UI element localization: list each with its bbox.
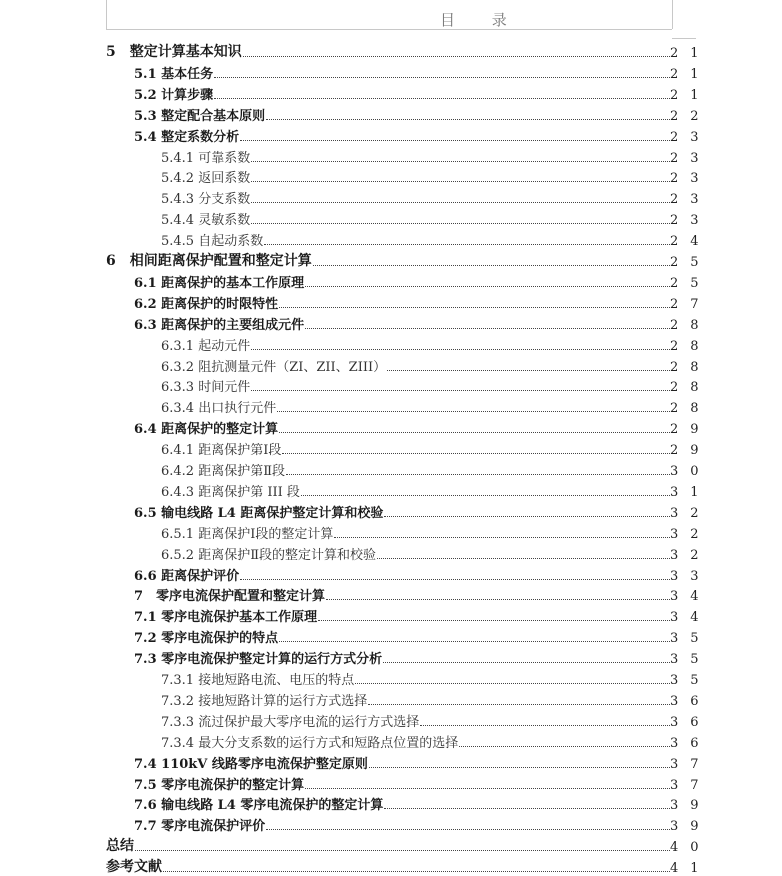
dot-leader (459, 745, 670, 747)
toc-entry[interactable] (161, 396, 711, 417)
toc-entry-title: 5.4.4 灵敏系数 (161, 213, 251, 229)
toc-entry-page-number: 28 (670, 380, 711, 396)
dot-leader (313, 264, 670, 266)
toc-entry-page-number: 28 (670, 401, 711, 417)
toc-entry[interactable] (134, 83, 711, 103)
toc-entry-page-number: 29 (670, 443, 711, 459)
toc-entry-page-number: 31 (670, 484, 711, 500)
toc-entry[interactable] (161, 522, 711, 542)
toc-entry-page-number: 36 (670, 714, 711, 730)
toc-entry-page-number: 25 (670, 275, 711, 291)
dot-leader (334, 536, 670, 538)
toc-entry-page-number: 30 (670, 464, 711, 479)
toc-entry[interactable] (134, 814, 711, 835)
dot-leader (383, 661, 670, 663)
toc-entry-title: 6.6 距离保护评价 (134, 568, 240, 584)
toc-entry-title: 6.3.2 阻抗测量元件（ZI、ZII、ZIII） (161, 359, 387, 375)
dot-leader (384, 515, 670, 517)
toc-entry-page-number: 23 (670, 129, 711, 145)
toc-entry[interactable] (161, 480, 711, 500)
dot-leader (387, 369, 670, 371)
toc-entry[interactable] (161, 355, 711, 375)
toc-entry-title: 7.3.2 接地短路计算的运行方式选择 (161, 693, 368, 709)
toc-entry[interactable] (134, 773, 711, 793)
dot-leader (163, 870, 670, 872)
dot-leader (301, 494, 670, 496)
toc-entry-title: 5.4.1 可靠系数 (161, 150, 251, 166)
toc-entry-page-number: 35 (670, 673, 711, 688)
toc-entry-page-number: 25 (670, 255, 711, 270)
dot-leader (279, 431, 670, 433)
toc-entry-title: 6.3.1 起动元件 (161, 338, 251, 354)
toc-entry-page-number: 29 (670, 422, 711, 438)
toc-entry[interactable] (161, 731, 711, 751)
toc-entry[interactable] (106, 835, 711, 856)
toc-entry-title: 5.1 基本任务 (134, 66, 214, 82)
toc-entry-page-number: 36 (670, 693, 711, 709)
dot-leader (305, 787, 670, 789)
toc-entry-page-number: 40 (670, 840, 711, 856)
page-title: 目 录 (440, 11, 523, 29)
toc-entry-title: 6.5.2 距离保护Ⅱ段的整定计算和校验 (161, 547, 377, 563)
header-margin-mark-left (106, 0, 107, 29)
dot-leader (135, 849, 670, 851)
toc-entry-title: 6.3 距离保护的主要组成元件 (134, 317, 305, 333)
toc-entry[interactable] (134, 605, 711, 626)
toc-entry[interactable] (161, 166, 711, 187)
dot-leader (214, 97, 670, 99)
toc-entry-page-number: 22 (670, 108, 711, 124)
dot-leader (420, 724, 670, 726)
dot-leader (243, 55, 670, 57)
toc-entry-title: 6.4.2 距离保护第Ⅱ段 (161, 464, 286, 479)
margin-mark-right-ext (672, 38, 696, 39)
toc-entry[interactable] (161, 208, 711, 229)
dot-leader (251, 180, 670, 182)
dot-leader (305, 285, 670, 287)
toc-entry[interactable] (161, 459, 711, 479)
dot-leader (318, 619, 670, 621)
dot-leader (279, 640, 670, 642)
dot-leader (355, 682, 670, 684)
toc-entry[interactable] (161, 229, 711, 250)
toc-entry-title: 7.1 零序电流保护基本工作原理 (134, 610, 318, 626)
toc-entry-title: 6.3.4 出口执行元件 (161, 401, 277, 417)
toc-entry-page-number: 37 (670, 756, 711, 772)
toc-entry[interactable] (134, 271, 711, 291)
toc-entry-title: 5.2 计算步骤 (134, 87, 214, 103)
toc-entry[interactable] (106, 41, 711, 61)
dot-leader (286, 473, 670, 475)
dot-leader (368, 703, 670, 705)
toc-entry-title: 5.4.2 返回系数 (161, 171, 251, 187)
toc-entry-title: 7.5 零序电流保护的整定计算 (134, 777, 305, 793)
toc-entry-page-number: 21 (670, 46, 711, 61)
toc-entry-page-number: 23 (670, 192, 711, 208)
toc-entry-title: 6 相间距离保护配置和整定计算 (106, 253, 312, 269)
toc-entry[interactable] (106, 856, 711, 876)
toc-entry[interactable] (161, 543, 711, 563)
toc-entry-title: 7.3 零序电流保护整定计算的运行方式分析 (134, 652, 383, 668)
toc-entry-title: 5.4.5 自起动系数 (161, 234, 264, 250)
toc-entry-title: 7.4 110kV 线路零序电流保护整定原则 (134, 756, 368, 772)
toc-entry-page-number: 23 (670, 150, 711, 166)
toc-entry-page-number: 21 (670, 87, 711, 103)
dot-leader (251, 201, 670, 203)
toc-entry-title: 6.4 距离保护的整定计算 (134, 422, 279, 438)
toc-entry[interactable] (134, 501, 711, 521)
toc-entry-title: 7.3.1 接地短路电流、电压的特点 (161, 673, 355, 688)
dot-leader (369, 766, 670, 768)
toc-entry-page-number: 32 (670, 547, 711, 563)
dot-leader (326, 598, 670, 600)
dot-leader (251, 222, 670, 224)
toc-entry[interactable] (134, 125, 711, 145)
toc-entry-page-number: 27 (670, 296, 711, 312)
dot-leader (266, 118, 670, 120)
dot-leader (305, 327, 670, 329)
toc-entry[interactable] (106, 250, 711, 270)
toc-entry-page-number: 34 (670, 589, 711, 605)
toc-entry-page-number: 28 (670, 359, 711, 375)
toc-entry-title: 7.3.3 流过保护最大零序电流的运行方式选择 (161, 714, 420, 730)
toc-entry-page-number: 28 (670, 317, 711, 333)
toc-entry[interactable] (161, 334, 711, 354)
toc-entry-title: 5.4 整定系数分析 (134, 129, 240, 145)
toc-entry-title: 5 整定计算基本知识 (106, 44, 242, 60)
toc-entry[interactable] (134, 313, 711, 333)
dot-leader (377, 557, 670, 559)
dot-leader (279, 306, 670, 308)
toc-entry-page-number: 34 (670, 610, 711, 626)
toc-entry-title: 6.3.3 时间元件 (161, 380, 251, 396)
dot-leader (240, 139, 670, 141)
toc-entry[interactable] (134, 62, 711, 82)
dot-leader (264, 243, 670, 245)
toc-entry[interactable] (134, 647, 711, 668)
toc-entry-title: 5.3 整定配合基本原则 (134, 108, 266, 124)
header-divider (106, 29, 672, 30)
toc-entry-title: 6.4.3 距离保护第 III 段 (161, 484, 300, 500)
toc-entry-page-number: 21 (670, 66, 711, 82)
toc-entry-page-number: 35 (670, 652, 711, 668)
toc-entry[interactable] (134, 104, 711, 124)
toc-entry-page-number: 23 (670, 171, 711, 187)
toc-entry-title: 总结 (106, 838, 134, 855)
toc-entry[interactable] (161, 668, 711, 688)
toc-entry[interactable] (134, 752, 711, 772)
toc-entry[interactable] (161, 187, 711, 208)
dot-leader (251, 389, 670, 391)
toc-entry-page-number: 24 (670, 234, 711, 250)
toc-entry[interactable] (134, 564, 711, 584)
toc-entry[interactable] (134, 793, 711, 814)
toc-entry-title: 6.1 距离保护的基本工作原理 (134, 275, 305, 291)
toc-entry-page-number: 32 (670, 505, 711, 521)
toc-entry-title: 7 零序电流保护配置和整定计算 (134, 589, 326, 605)
dot-leader (384, 807, 670, 809)
toc-entry-page-number: 39 (670, 819, 711, 835)
toc-entry-title: 7.6 输电线路 L4 零序电流保护的整定计算 (134, 798, 384, 814)
dot-leader (266, 828, 670, 830)
header-margin-mark-right (672, 0, 673, 29)
toc-entry-page-number: 33 (670, 568, 711, 584)
toc-entry-page-number: 28 (670, 338, 711, 354)
dot-leader (240, 578, 670, 580)
toc-entry-page-number: 39 (670, 798, 711, 814)
toc-entry[interactable] (134, 626, 711, 647)
dot-leader (251, 348, 670, 350)
dot-leader (282, 452, 670, 454)
toc-entry[interactable] (161, 438, 711, 459)
dot-leader (214, 76, 670, 78)
dot-leader (251, 160, 670, 162)
toc-entry-title: 6.4.1 距离保护第Ⅰ段 (161, 443, 282, 459)
toc-entry-title: 参考文献 (106, 859, 162, 876)
toc-entry[interactable] (161, 710, 711, 730)
toc-entry-title: 7.7 零序电流保护评价 (134, 819, 266, 835)
toc-entry[interactable] (161, 689, 711, 709)
toc-entry[interactable] (161, 146, 711, 166)
toc-entry-title: 6.2 距离保护的时限特性 (134, 296, 279, 312)
toc-entry-page-number: 41 (670, 861, 711, 876)
toc-entry[interactable] (161, 375, 711, 396)
toc-entry-page-number: 36 (670, 735, 711, 751)
toc-entry-title: 7.3.4 最大分支系数的运行方式和短路点位置的选择 (161, 735, 459, 751)
toc-entry-title: 7.2 零序电流保护的特点 (134, 631, 279, 647)
toc-entry-page-number: 37 (670, 777, 711, 793)
toc-entry-title: 6.5 输电线路 L4 距离保护整定计算和校验 (134, 505, 384, 521)
dot-leader (277, 410, 670, 412)
toc-entry-title: 6.5.1 距离保护Ⅰ段的整定计算 (161, 526, 334, 542)
toc-entry-title: 5.4.3 分支系数 (161, 192, 251, 208)
toc-entry-page-number: 23 (670, 213, 711, 229)
toc-entry[interactable] (134, 584, 711, 605)
toc-entry[interactable] (134, 292, 711, 312)
toc-entry-page-number: 35 (670, 631, 711, 647)
toc-entry-page-number: 32 (670, 526, 711, 542)
toc-entry[interactable] (134, 417, 711, 438)
